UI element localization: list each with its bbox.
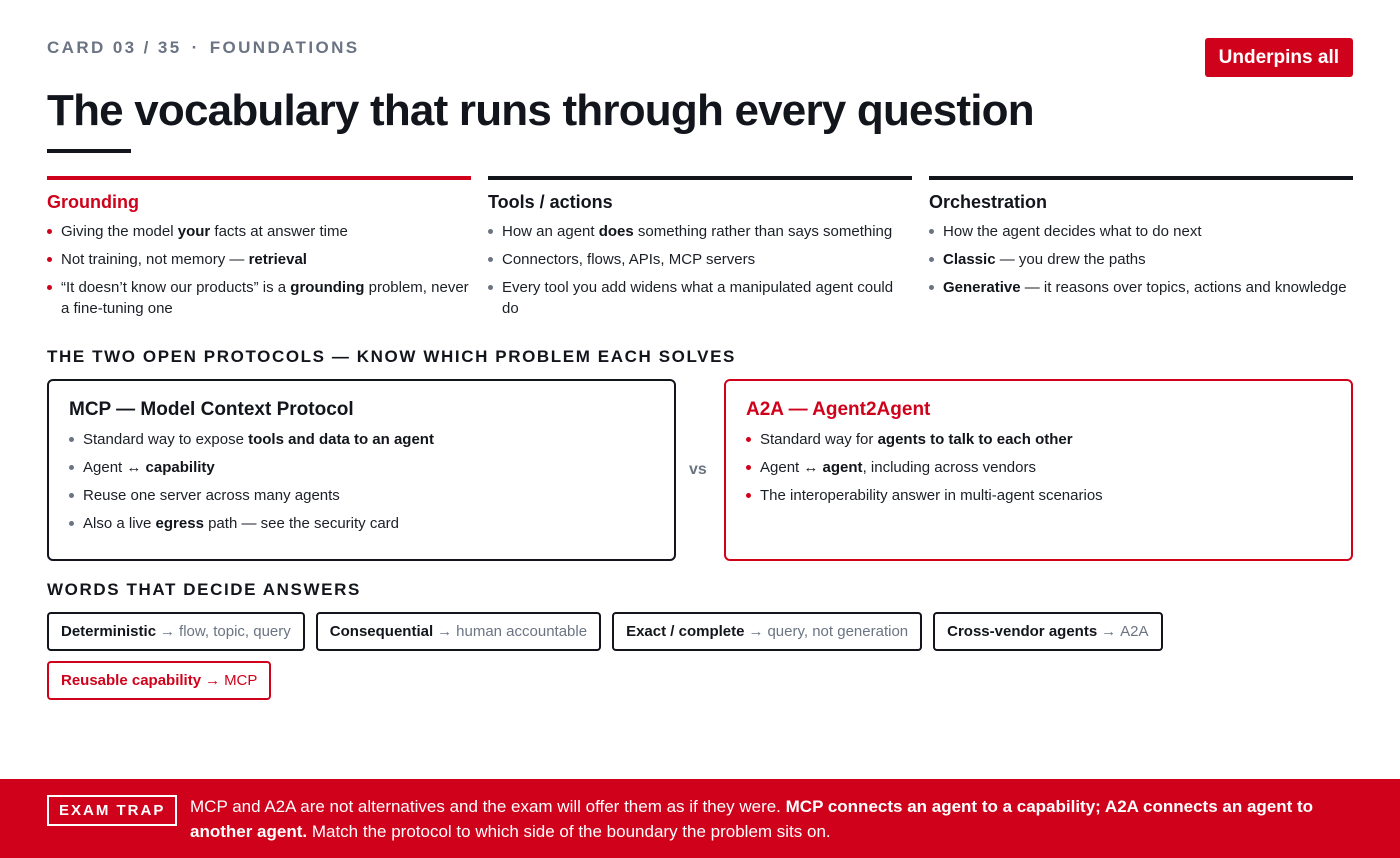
text-run: The interoperability answer in multi-agent scenarios (760, 487, 1103, 504)
keyword-chip (316, 612, 601, 651)
bullet-item (929, 277, 1353, 298)
bold-text: MCP connects an agent to a capability; A2A connects an agent to another agent. (190, 797, 1314, 841)
chip-meaning: human accountable (456, 623, 588, 640)
exam-trap-banner (0, 779, 1400, 858)
text-run: MCP and A2A are not alternatives and the exam will offer them as if they were. (190, 797, 786, 816)
column-title: Tools / actions (488, 192, 613, 212)
column-list (47, 221, 471, 319)
bullet-item (69, 429, 654, 450)
chip-term: Deterministic (61, 623, 157, 640)
text-run: Also a live (83, 515, 156, 532)
bold-text: capability (145, 459, 215, 476)
exam-trap-text (190, 794, 1360, 844)
card-section: FOUNDATIONS (209, 38, 360, 57)
bullet-item (47, 249, 471, 270)
text-run: Agent ↔ (83, 459, 146, 476)
bold-text: Classic (943, 251, 996, 268)
card-number: CARD 03 / 35 (47, 38, 182, 57)
a2a-card (724, 379, 1353, 561)
keyword-chip (612, 612, 922, 651)
text-run: problem, never a fine-tuning one (61, 279, 469, 317)
arrow-icon: → (160, 623, 176, 640)
text-run: — it reasons over topics, actions and knowledge (1020, 279, 1347, 296)
keyword-chip (933, 612, 1162, 651)
a2a-list (746, 429, 1331, 506)
text-run: — you drew the paths (995, 251, 1146, 268)
a2a-title: A2A — Agent2Agent (746, 399, 931, 420)
bold-text: tools and data to an agent (248, 431, 434, 448)
bold-text: does (598, 223, 634, 240)
mcp-title: MCP — Model Context Protocol (69, 399, 354, 420)
bold-text: Generative (943, 279, 1021, 296)
chip-term: Reusable capability (61, 672, 202, 689)
chip-term: Consequential (329, 623, 434, 640)
exam-trap-tag: EXAM TRAP (47, 795, 177, 826)
bullet-item (488, 221, 912, 242)
bold-text: egress (155, 515, 204, 532)
text-run: Standard way to expose (83, 431, 249, 448)
column-tools-actions (488, 176, 912, 326)
chip-meaning: query, not generation (767, 623, 909, 640)
column-list (929, 221, 1353, 298)
bold-text: your (177, 223, 211, 240)
protocols-heading: THE TWO OPEN PROTOCOLS — KNOW WHICH PROBLEM EACH SOLVES (47, 347, 736, 366)
concept-columns (47, 176, 1353, 326)
column-title: Grounding (47, 192, 139, 212)
words-heading: WORDS THAT DECIDE ANSWERS (47, 580, 361, 599)
column-orchestration (929, 176, 1353, 326)
bullet-item (929, 249, 1353, 270)
bullet-item (746, 485, 1331, 506)
text-run: something rather than says something (633, 223, 893, 240)
text-run: Match the protocol to which side of the boundary the problem sits on. (307, 822, 831, 841)
column-title: Orchestration (929, 192, 1048, 212)
text-run: Every tool you add widens what a manipulated agent could do (502, 279, 894, 317)
versus-label: vs (689, 461, 707, 478)
keyword-chip (47, 612, 305, 651)
text-run: How the agent decides what to do next (943, 223, 1202, 240)
text-run: How an agent (502, 223, 599, 240)
bullet-item (69, 513, 654, 534)
arrow-icon: → (437, 623, 453, 640)
card-kicker (47, 38, 360, 58)
text-run: facts at answer time (210, 223, 348, 240)
bullet-item (488, 277, 912, 319)
bold-text: agent (822, 459, 863, 476)
bullet-item (488, 249, 912, 270)
arrow-icon: → (748, 623, 764, 640)
bold-text: grounding (290, 279, 365, 296)
bullet-item (47, 221, 471, 242)
title-underline (47, 149, 131, 153)
bold-text: retrieval (248, 251, 307, 268)
bullet-item (929, 221, 1353, 242)
text-run: Not training, not memory — (61, 251, 249, 268)
text-run: path — see the security card (203, 515, 400, 532)
bold-text: agents to talk to each other (877, 431, 1073, 448)
text-run: Reuse one server across many agents (83, 487, 340, 504)
arrow-icon: → (205, 672, 221, 689)
chip-term: Exact / complete (626, 623, 745, 640)
bullet-item (746, 457, 1331, 478)
keyword-chip (47, 661, 271, 700)
column-list (488, 221, 912, 319)
arrow-icon: → (1101, 623, 1117, 640)
scope-badge: Underpins all (1205, 38, 1353, 77)
keyword-chips (47, 612, 1247, 700)
chip-term: Cross-vendor agents (947, 623, 1098, 640)
kicker-separator: · (191, 38, 200, 57)
page-title: The vocabulary that runs through every question (47, 86, 1034, 135)
text-run: “It doesn’t know our products” is a (61, 279, 291, 296)
bullet-item (746, 429, 1331, 450)
bullet-item (69, 457, 654, 478)
text-run: , including across vendors (862, 459, 1036, 476)
text-run: Standard way for (760, 431, 878, 448)
chip-meaning: MCP (224, 672, 258, 689)
chip-meaning: flow, topic, query (179, 623, 291, 640)
text-run: Connectors, flows, APIs, MCP servers (502, 251, 756, 268)
column-grounding (47, 176, 471, 326)
chip-meaning: A2A (1120, 623, 1149, 640)
mcp-card (47, 379, 676, 561)
bullet-item (69, 485, 654, 506)
text-run: Giving the model (61, 223, 178, 240)
mcp-list (69, 429, 654, 534)
text-run: Agent ↔ (760, 459, 823, 476)
bullet-item (47, 277, 471, 319)
